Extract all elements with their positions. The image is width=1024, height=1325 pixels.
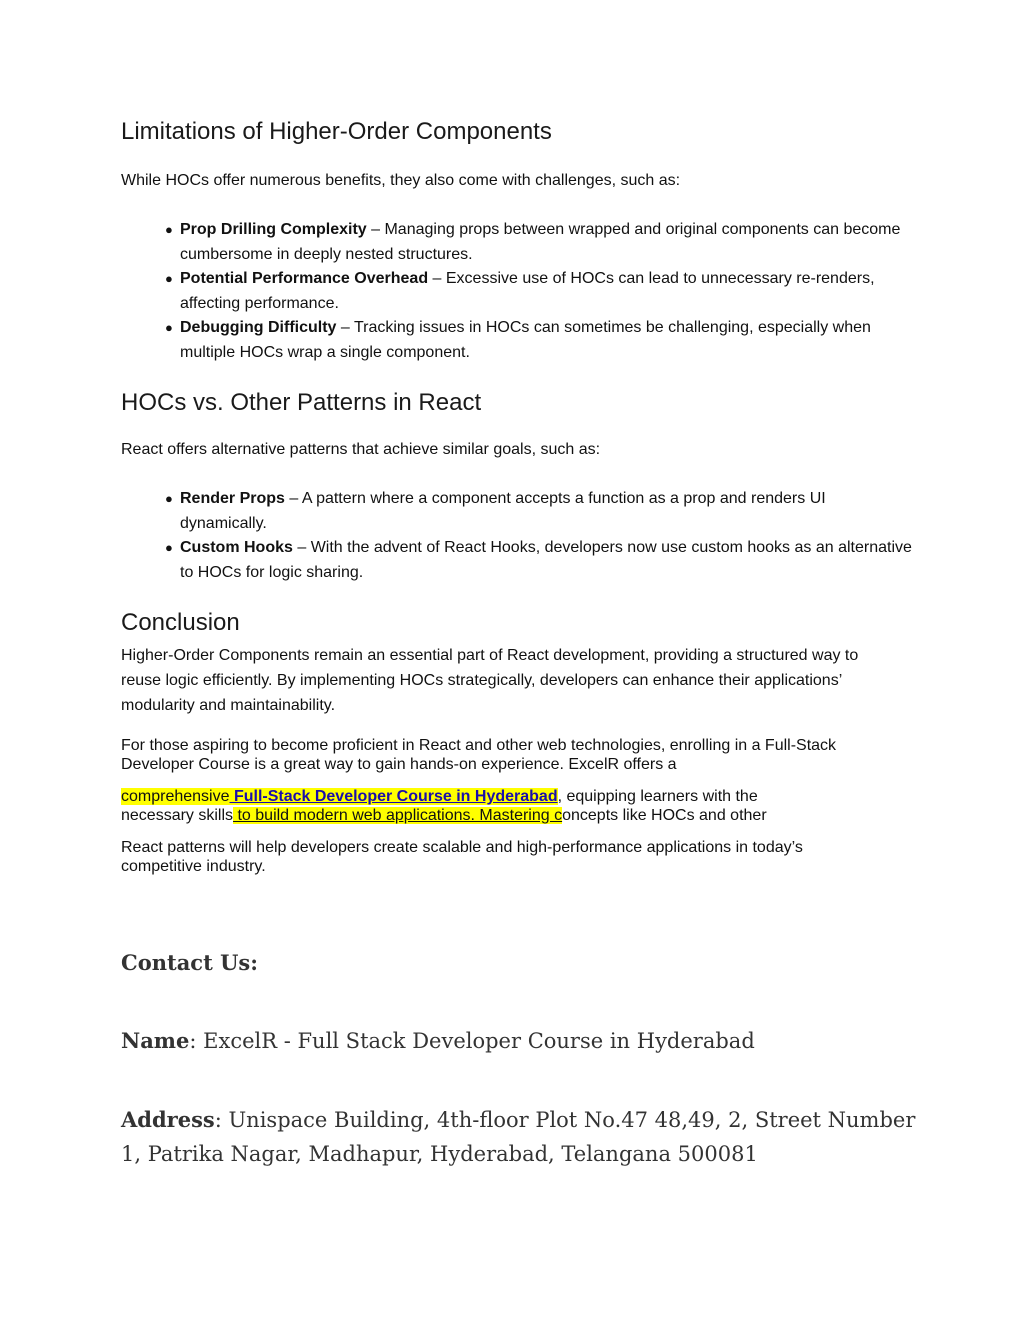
- list-item-term: Custom Hooks: [180, 539, 293, 556]
- list-item-desc: – A pattern where a component accepts a function as a prop and renders UI dynamically.: [180, 490, 826, 532]
- para-text: oncepts like HOCs and other: [562, 806, 767, 824]
- list-item-term: Debugging Difficulty: [180, 319, 337, 336]
- contact-address-label: Address: [121, 1107, 215, 1132]
- contact-name-value: : ExcelR - Full Stack Developer Course in Hyderabad: [189, 1029, 755, 1053]
- conclusion-para-2: For those aspiring to become proficient in React and other web technologies, enrolling in a Full-Stack Developer Course is a great way to gain hands-on experience. ExcelR offers a: [121, 737, 837, 773]
- list-item-desc: – With the advent of React Hooks, developers now use custom hooks as an alternative to HOCs for logic sharing.: [180, 539, 912, 581]
- list-item-term: Prop Drilling Complexity: [180, 221, 367, 238]
- highlighted-text: to build modern web applications. Mastering c: [233, 806, 563, 824]
- para-text: , equipping learners with the: [557, 788, 758, 805]
- list-item-desc: – Managing props between wrapped and original components can become cumbersome in deeply nested structures.: [180, 221, 901, 263]
- bullet-icon: ●: [165, 320, 173, 335]
- bullet-icon: ●: [165, 222, 173, 237]
- section-title-patterns: HOCs vs. Other Patterns in React: [121, 389, 482, 416]
- bullet-icon: ●: [165, 491, 173, 506]
- contact-name: [121, 1024, 921, 1058]
- list-item-desc: – Tracking issues in HOCs can sometimes be challenging, especially when multiple HOCs wrap a single component.: [180, 319, 871, 361]
- list-item: [152, 316, 912, 365]
- section-title-limitations: Limitations of Higher-Order Components: [121, 118, 552, 145]
- list-item: [152, 487, 912, 536]
- section-title-conclusion: Conclusion: [121, 609, 240, 636]
- contact-address-value: : Unispace Building, 4th-floor Plot No.47 48,49, 2, Street Number 1, Patrika Nagar, Madhapur, Hyderabad, Telangana 500081: [121, 1108, 916, 1166]
- bullet-icon: ●: [165, 271, 173, 286]
- bullet-icon: ●: [165, 540, 173, 555]
- contact-address: [121, 1103, 921, 1171]
- list-item: [152, 536, 912, 585]
- conclusion-para-1: Higher-Order Components remain an essential part of React development, providing a structured way to reuse logic efficiently. By implementing HOCs strategically, developers can enhance their applications’ modularity and maintainability.: [121, 647, 859, 714]
- limitations-list: [152, 218, 912, 365]
- patterns-list: [152, 487, 912, 585]
- conclusion-para-4: React patterns will help developers create scalable and high-performance applications in today’s competitive industry.: [121, 839, 803, 875]
- para-text: necessary skills: [121, 806, 234, 824]
- highlighted-text: comprehensive: [121, 788, 230, 805]
- conclusion-para-3: [121, 788, 901, 825]
- course-link[interactable]: Full-Stack Developer Course in Hyderabad: [229, 788, 558, 805]
- list-item: [152, 218, 912, 267]
- list-item-term: Potential Performance Overhead: [180, 270, 429, 287]
- limitations-intro: While HOCs offer numerous benefits, they also come with challenges, such as:: [121, 172, 681, 189]
- list-item-desc: – Excessive use of HOCs can lead to unnecessary re-renders, affecting performance.: [180, 270, 875, 312]
- list-item-term: Render Props: [180, 490, 285, 507]
- contact-name-label: Name: [121, 1028, 190, 1053]
- patterns-intro: React offers alternative patterns that achieve similar goals, such as:: [121, 441, 601, 458]
- contact-heading: Contact Us:: [121, 950, 258, 975]
- list-item: [152, 267, 912, 316]
